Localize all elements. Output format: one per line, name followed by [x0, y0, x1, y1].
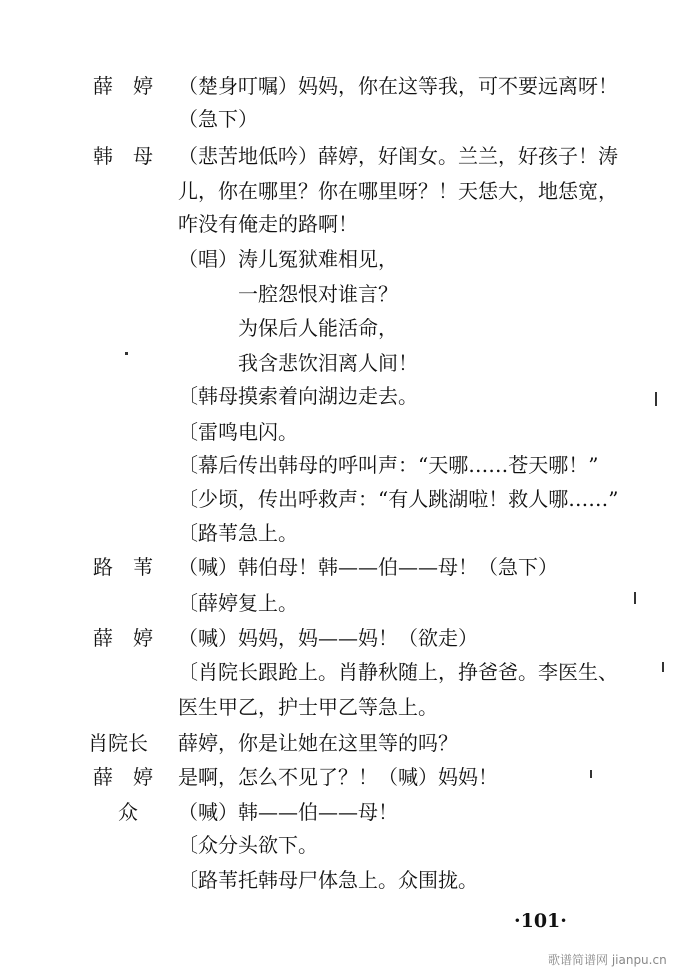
stage-direction-line: 〔路苇托韩母尸体急上。众围拢。	[178, 868, 478, 892]
stage-direction-line: 医生甲乙，护士甲乙等急上。	[178, 695, 438, 719]
song-line: 一腔怨恨对谁言？	[238, 282, 398, 306]
scan-speck	[655, 392, 657, 406]
dialogue-line: 儿，你在哪里？你在哪里呀？！天恁大，地恁宽，	[178, 179, 618, 203]
speaker-label: 路 苇	[93, 555, 153, 579]
dialogue-line: （喊）韩——伯——母！	[178, 800, 398, 824]
dialogue-line: （悲苦地低吟）薛婷，好闺女。兰兰，好孩子！涛	[178, 144, 618, 168]
speaker-label: 众	[118, 800, 138, 824]
scan-speck	[634, 592, 636, 604]
dialogue-line: （喊）妈妈，妈——妈！（欲走）	[178, 626, 478, 650]
scan-speck	[662, 662, 664, 672]
stage-direction-line: （急下）	[178, 107, 258, 131]
page-number: ·101·	[514, 910, 567, 932]
speaker-label: 薛 婷	[93, 74, 153, 98]
speaker-label: 薛 婷	[93, 765, 153, 789]
dialogue-line: （楚身叮嘱）妈妈，你在这等我，可不要远离呀！	[178, 74, 618, 98]
dialogue-line: （喊）韩伯母！韩——伯——母！（急下）	[178, 555, 558, 579]
dialogue-line: 是啊，怎么不见了？！（喊）妈妈！	[178, 765, 498, 789]
stage-direction-line: 〔少顷，传出呼救声：“有人跳湖啦！救人哪……”	[178, 487, 619, 511]
stage-direction-line: 〔薛婷复上。	[178, 591, 298, 615]
song-line: （唱）涛儿冤狱难相见，	[178, 247, 398, 271]
speaker-label: 肖院长	[88, 731, 148, 755]
speaker-label: 薛 婷	[93, 626, 153, 650]
watermark: 歌谱简谱网 jianpu.cn	[548, 953, 667, 967]
dialogue-line: 咋没有俺走的路啊！	[178, 212, 358, 236]
stage-direction-line: 〔雷鸣电闪。	[178, 420, 298, 444]
speaker-label: 韩 母	[93, 144, 153, 168]
stage-direction-line: 〔幕后传出韩母的呼叫声：“天哪……苍天哪！”	[178, 453, 599, 477]
dialogue-line: 薛婷，你是让她在这里等的吗？	[178, 731, 458, 755]
stage-direction-line: 〔路苇急上。	[178, 521, 298, 545]
stage-direction-line: 〔肖院长跟跄上。肖静秋随上，挣爸爸。李医生、	[178, 660, 618, 684]
scan-speck	[125, 352, 128, 355]
song-line: 为保后人能活命，	[238, 316, 398, 340]
scan-speck	[590, 770, 592, 778]
song-line: 我含悲饮泪离人间！	[238, 351, 418, 375]
stage-direction-line: 〔韩母摸索着向湖边走去。	[178, 384, 418, 408]
stage-direction-line: 〔众分头欲下。	[178, 833, 318, 857]
